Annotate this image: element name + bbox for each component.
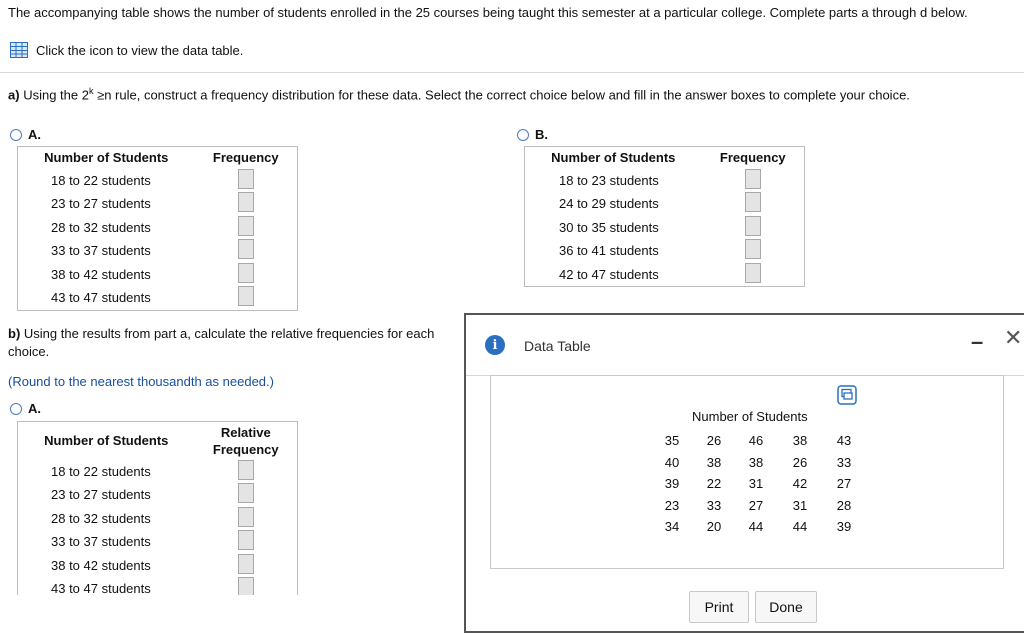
data-cell: 39 <box>836 519 852 535</box>
grid-icon[interactable] <box>10 42 28 58</box>
answer-box[interactable] <box>745 216 761 236</box>
answer-box[interactable] <box>238 460 254 480</box>
row-label: 43 to 47 students <box>51 581 151 595</box>
row-label: 18 to 22 students <box>51 463 151 479</box>
data-cell: 31 <box>792 497 808 513</box>
data-cell: 38 <box>792 433 808 449</box>
choice-b-label: B. <box>535 127 548 142</box>
row-label: 24 to 29 students <box>559 196 659 212</box>
radio-a[interactable] <box>10 129 22 141</box>
row-label: 18 to 22 students <box>51 172 151 188</box>
data-cell: 33 <box>706 497 722 513</box>
answer-box[interactable] <box>238 507 254 527</box>
row-label: 28 to 32 students <box>51 510 151 526</box>
data-cell: 27 <box>748 497 764 513</box>
part-b-line1: Using the results from part a, calculate the relative frequencies for each <box>23 326 435 341</box>
part-a-text-pre: Using the 2 <box>23 87 89 103</box>
answer-box[interactable] <box>238 554 254 574</box>
choice-a-option[interactable] <box>10 127 41 142</box>
part-a-text-post: ≥n rule, construct a frequency distribution for these data. Select the correct choice below and fill in the answer boxes to complete your choice. <box>93 87 910 103</box>
choice-a-label: A. <box>28 127 41 142</box>
data-cell: 40 <box>664 454 680 470</box>
data-cell: 22 <box>706 476 722 492</box>
data-cell: 26 <box>706 433 722 449</box>
answer-box[interactable] <box>238 577 254 595</box>
answer-box[interactable] <box>238 263 254 283</box>
col-frequency: Frequency <box>212 150 279 166</box>
data-cell: 33 <box>836 454 852 470</box>
answer-box[interactable] <box>238 483 254 503</box>
data-table-header: Number of Students <box>692 409 808 424</box>
row-label: 43 to 47 students <box>51 290 151 306</box>
answer-box[interactable] <box>238 239 254 259</box>
answer-box[interactable] <box>238 216 254 236</box>
part-b-choice-a-label: A. <box>28 401 41 416</box>
answer-box[interactable] <box>238 192 254 212</box>
data-cell: 35 <box>664 433 680 449</box>
part-a-question <box>8 86 910 102</box>
rounding-hint: (Round to the nearest thousandth as needed.) <box>8 374 274 389</box>
answer-box[interactable] <box>745 169 761 189</box>
data-table-link[interactable] <box>10 42 243 58</box>
col-frequency: Frequency <box>719 150 786 166</box>
col-number-of-students: Number of Students <box>551 150 676 166</box>
answer-box[interactable] <box>745 263 761 283</box>
row-label: 33 to 37 students <box>51 534 151 550</box>
col-relative-frequency <box>195 422 298 460</box>
data-cell: 27 <box>836 476 852 492</box>
radio-b-a[interactable] <box>10 403 22 415</box>
row-label: 28 to 32 students <box>51 219 151 235</box>
data-cell: 34 <box>664 519 680 535</box>
part-b-table-wrap <box>17 421 298 595</box>
print-button[interactable]: Print <box>689 591 749 623</box>
part-a-label: a) <box>8 87 20 103</box>
data-cell: 23 <box>664 497 680 513</box>
row-label: 36 to 41 students <box>559 243 659 259</box>
data-cell: 46 <box>748 433 764 449</box>
part-b-question <box>8 325 434 361</box>
data-table-dialog <box>464 313 1024 633</box>
col-number-of-students: Number of Students <box>44 433 169 449</box>
choice-b-table-wrap <box>524 146 805 287</box>
data-cell: 44 <box>792 519 808 535</box>
dialog-title: Data Table <box>524 338 591 354</box>
answer-box[interactable] <box>238 530 254 550</box>
dialog-header <box>466 315 1024 376</box>
data-cell: 38 <box>706 454 722 470</box>
choice-b-table <box>524 146 805 287</box>
row-label: 38 to 42 students <box>51 266 151 282</box>
info-icon: i <box>485 335 505 355</box>
choice-a-table <box>17 146 298 311</box>
row-label: 18 to 23 students <box>559 172 659 188</box>
intro-text: The accompanying table shows the number of students enrolled in the 25 courses being taught this semester at a particular college. Complete parts a through d below. <box>8 5 968 20</box>
row-label: 33 to 37 students <box>51 243 151 259</box>
part-b-table <box>17 421 298 595</box>
data-cell: 31 <box>748 476 764 492</box>
row-label: 38 to 42 students <box>51 557 151 573</box>
data-cell: 44 <box>748 519 764 535</box>
answer-box[interactable] <box>238 169 254 189</box>
row-label: 23 to 27 students <box>51 196 151 212</box>
answer-box[interactable] <box>745 192 761 212</box>
row-label: 30 to 35 students <box>559 219 659 235</box>
student-data-table <box>651 430 865 538</box>
part-b-label: b) <box>8 326 21 341</box>
data-cell: 43 <box>836 433 852 449</box>
data-cell: 39 <box>664 476 680 492</box>
part-b-choice-a-option[interactable] <box>10 401 41 416</box>
answer-box[interactable] <box>238 286 254 306</box>
data-cell: 42 <box>792 476 808 492</box>
data-cell: 20 <box>706 519 722 535</box>
exponent-k: k <box>88 86 94 96</box>
part-b-line2: choice. <box>8 344 50 359</box>
data-cell: 26 <box>792 454 808 470</box>
row-label: 42 to 47 students <box>559 266 659 282</box>
data-link-text[interactable]: Click the icon to view the data table. <box>36 42 244 58</box>
divider <box>0 72 1024 73</box>
close-icon[interactable]: ✕ <box>1004 325 1023 350</box>
data-table-panel <box>490 375 1004 569</box>
col-number-of-students: Number of Students <box>44 150 169 166</box>
col-relative: Relative <box>220 424 271 440</box>
minimize-icon[interactable]: – <box>971 329 984 354</box>
col-frequency: Frequency <box>212 441 279 457</box>
row-label: 23 to 27 students <box>51 487 151 503</box>
done-button[interactable]: Done <box>755 591 817 623</box>
answer-box[interactable] <box>745 239 761 259</box>
data-cell: 38 <box>748 454 764 470</box>
radio-b[interactable] <box>517 129 529 141</box>
data-cell: 28 <box>836 497 852 513</box>
choice-a-table-wrap <box>17 146 298 311</box>
copy-icon[interactable] <box>837 385 857 405</box>
choice-b-option[interactable] <box>517 127 548 142</box>
